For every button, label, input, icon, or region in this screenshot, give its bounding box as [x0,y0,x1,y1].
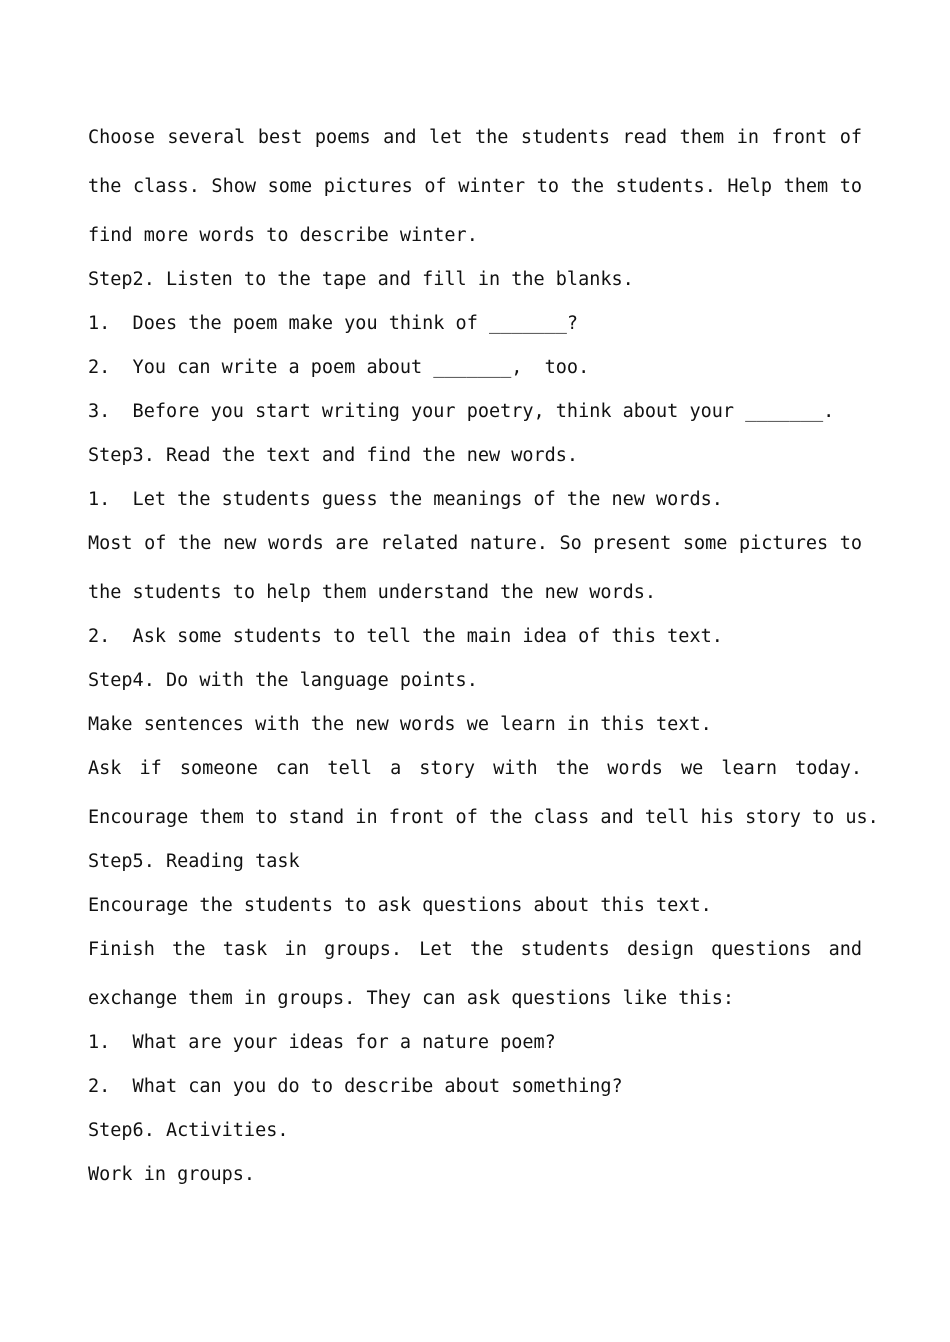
step3-heading: Step3. Read the text and find the new words. [88,445,579,466]
blank-question-2: 2. You can write a poem about _______, too. [88,357,590,378]
text-line: Choose several best poems and let the students read them in front of [88,127,862,148]
step4-heading: Step4. Do with the language points. [88,670,478,691]
text-line: exchange them in groups. They can ask questions like this: [88,988,735,1009]
sample-question-2: 2. What can you do to describe about something? [88,1076,623,1097]
text-line: find more words to describe winter. [88,225,478,246]
step3-item-1: 1. Let the students guess the meanings of the new words. [88,489,723,510]
paragraph-group-task [88,930,862,1023]
text-line: the students to help them understand the new words. [88,582,657,603]
text-line: Encourage them to stand in front of the class and tell his story to us. [88,807,879,828]
step4-instruction: Make sentences with the new words we learn in this text. [88,714,712,735]
text-line: the class. Show some pictures of winter to the students. Help them to [88,176,862,197]
paragraph-tell-story [88,749,879,842]
sample-question-1: 1. What are your ideas for a nature poem? [88,1032,556,1053]
step3-item-2: 2. Ask some students to tell the main idea of this text. [88,626,723,647]
step5-instruction: Encourage the students to ask questions about this text. [88,895,712,916]
paragraph-choose-poems [88,118,862,260]
step6-instruction: Work in groups. [88,1164,256,1185]
blank-question-3: 3. Before you start writing your poetry, think about your _______. [88,401,835,422]
text-line: Most of the new words are related nature. So present some pictures to [88,533,862,554]
document-body [88,118,879,1199]
paragraph-new-words [88,524,862,617]
step6-heading: Step6. Activities. [88,1120,289,1141]
step2-heading: Step2. Listen to the tape and fill in the blanks. [88,269,634,290]
text-line: Finish the task in groups. Let the students design questions and [88,939,862,960]
step5-heading: Step5. Reading task [88,851,300,872]
blank-question-1: 1. Does the poem make you think of _______? [88,313,579,334]
text-line: Ask if someone can tell a story with the words we learn today. [88,758,862,779]
